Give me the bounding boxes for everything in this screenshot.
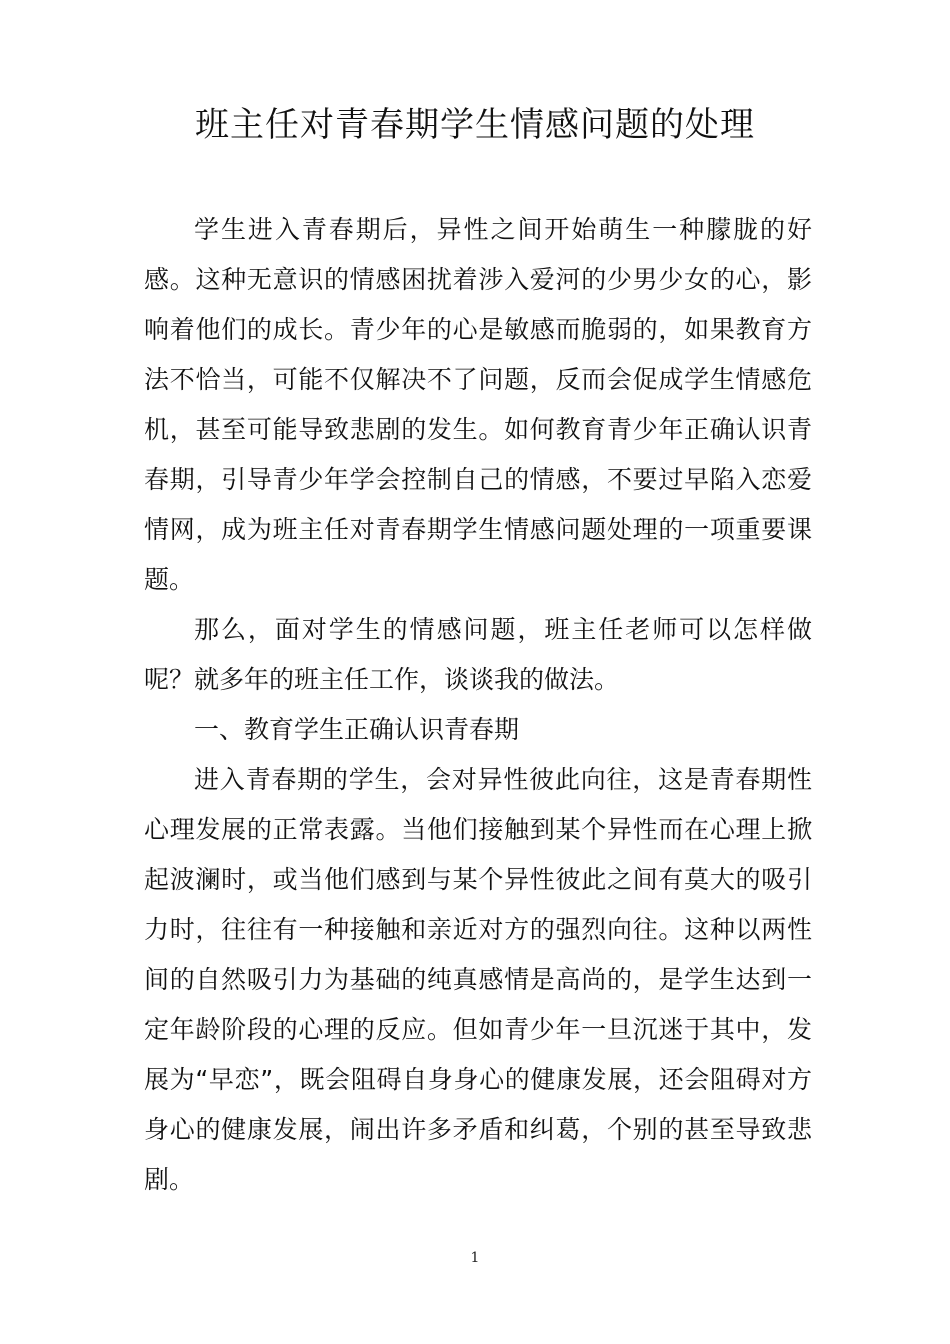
- section-heading-1: 一、教育学生正确认识青春期: [194, 715, 520, 744]
- document-body: [144, 205, 812, 1205]
- paragraph-question: 那么，面对学生的情感问题，班主任老师可以怎样做呢？就多年的班主任工作，谈谈我的做法。: [144, 615, 812, 694]
- document-title: 班主任对青春期学生情感问题的处理: [195, 105, 755, 145]
- paragraph-section-1: 进入青春期的学生，会对异性彼此向往，这是青春期性心理发展的正常表露。当他们接触到某个异性而在心理上掀起波澜时，或当他们感到与某个异性彼此之间有莫大的吸引力时，往往有一种接触和亲近对方的强烈向往。这种以两性间的自然吸引力为基础的纯真感情是高尚的，是学生达到一定年龄阶段的心理的反应。但如青少年一旦沉迷于其中，发展为“早恋”，既会阻碍自身身心的健康发展，还会阻碍对方身心的健康发展，闹出许多矛盾和纠葛，个别的甚至导致悲剧。: [144, 765, 812, 1194]
- page-number: 1: [470, 1250, 480, 1266]
- paragraph-intro: 学生进入青春期后，异性之间开始萌生一种朦胧的好感。这种无意识的情感困扰着涉入爱河的少男少女的心，影响着他们的成长。青少年的心是敏感而脆弱的，如果教育方法不恰当，可能不仅解决不了问题，反而会促成学生情感危机，甚至可能导致悲剧的发生。如何教育青少年正确认识青春期，引导青少年学会控制自己的情感，不要过早陷入恋爱情网，成为班主任对青春期学生情感问题处理的一项重要课题。: [144, 215, 812, 594]
